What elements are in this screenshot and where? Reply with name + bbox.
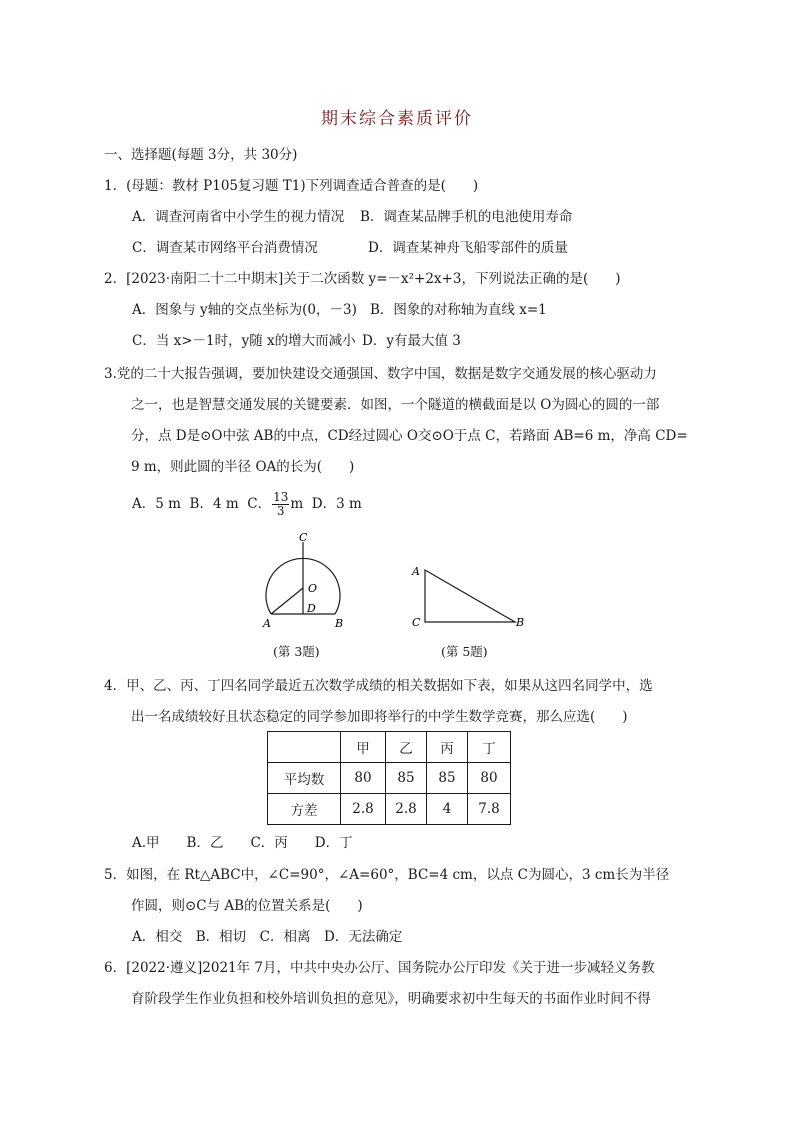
figure-3-label-d: D	[307, 602, 316, 615]
question-6-line-1: 6．[2022·遵义]2021年 7月，中共中央办公厅、国务院办公厅印发《关于进一步减轻义务教	[104, 960, 655, 976]
fraction-denominator: 3	[276, 504, 285, 518]
figure-3-label-a: A	[263, 617, 271, 630]
table-cell: 80	[341, 763, 386, 794]
question-2-option-c: C．当 x>－1时，y随 x的增大而减小	[132, 333, 356, 349]
figure-5-label-c: C	[412, 616, 421, 629]
question-6-line-2: 育阶段学生作业负担和校外培训负担的意见》，明确要求初中生每天的书面作业时间不得	[131, 991, 651, 1007]
table-cell: 80	[468, 763, 511, 794]
figure-5-label-a: A	[412, 565, 420, 578]
question-3-option-a: A．5 m	[132, 496, 181, 512]
table-cell: 平均数	[268, 763, 341, 794]
fraction-numerator: 13	[273, 490, 289, 504]
question-5-line-2: 作圆，则⊙C与 AB的位置关系是( )	[131, 898, 363, 914]
table-cell: 方差	[268, 794, 341, 825]
question-3-option-d: D．3 m	[311, 496, 362, 512]
question-1-option-b: B．调查某品牌手机的电池使用寿命	[360, 209, 573, 225]
table-cell: 2.8	[341, 794, 386, 825]
question-2-option-a: A．图象与 y轴的交点坐标为(0，－3)	[132, 302, 357, 318]
figure-3-diagram	[255, 532, 355, 632]
table-cell: 2.8	[386, 794, 427, 825]
question-4-line-1: 4．甲、乙、丙、丁四名同学最近五次数学成绩的相关数据如下表，如果从这四名同学中，选	[104, 678, 653, 694]
figure-5-caption: (第 5题)	[441, 644, 488, 659]
question-3-line-1: 3.党的二十大报告强调，要加快建设交通强国、数字中国，数据是数字交通发展的核心驱动力	[104, 366, 657, 382]
page-title: 期末综合素质评价	[321, 109, 473, 129]
table-cell: 7.8	[468, 794, 511, 825]
table-cell: 4	[427, 794, 468, 825]
table-header-cell: 丁	[468, 732, 511, 763]
question-3-option-b: B．4 m	[189, 496, 239, 512]
figure-5-label-b: B	[516, 616, 525, 629]
table-cell: 85	[427, 763, 468, 794]
figure-5-triangle	[425, 570, 515, 622]
question-4-options: A.甲 B．乙 C．丙 D．丁	[132, 835, 353, 851]
figure-3-segment-oa	[271, 588, 303, 614]
question-3-line-4: 9 m，则此圆的半径 OA的长为( )	[131, 459, 355, 475]
table-header-cell: 乙	[386, 732, 427, 763]
figure-3-label-o: O	[308, 582, 318, 595]
question-2-stem: 2．[2023·南阳二十二中期末]关于二次函数 y=－x²+2x+3，下列说法正确的是( )	[104, 271, 621, 287]
question-1-stem: 1．(母题：教材 P105复习题 T1)下列调查适合普查的是( )	[104, 178, 479, 194]
table-header-row	[268, 732, 511, 763]
table-header-cell: 甲	[341, 732, 386, 763]
question-1-option-a: A．调查河南省中小学生的视力情况	[132, 209, 345, 225]
table-header-cell	[268, 732, 341, 763]
question-3-option-c-prefix: C．	[247, 496, 272, 512]
question-2-option-d: D．y有最大值 3	[362, 333, 461, 349]
question-4-line-2: 出一名成绩较好且状态稳定的同学参加即将举行的中学生数学竞赛，那么应选( )	[131, 709, 628, 725]
question-3-line-3: 分，点 D是⊙O中弦 AB的中点，CD经过圆心 O交⊙O于点 C，若路面 AB=6 m，净高 CD=	[131, 428, 688, 444]
question-5-line-1: 5．如图，在 Rt△ABC中，∠C=90°，∠A=60°，BC=4 cm，以点 C为圆心，3 cm长为半径	[104, 867, 670, 883]
question-3-option-c-unit: m	[290, 496, 304, 512]
table-row	[268, 763, 511, 794]
question-3-options	[132, 487, 362, 521]
question-5-options: A．相交 B．相切 C．相离 D．无法确定	[132, 929, 403, 945]
table-row	[268, 794, 511, 825]
question-1-option-d: D．调查某神舟飞船零部件的质量	[368, 240, 568, 256]
question-3-option-c-fraction	[272, 491, 289, 518]
section-heading: 一、选择题(每题 3分，共 30分)	[104, 147, 298, 163]
question-1-option-c: C．调查某市网络平台消费情况	[132, 240, 318, 256]
figure-3-caption: (第 3题)	[273, 644, 320, 659]
score-table	[267, 731, 511, 825]
table-cell: 85	[386, 763, 427, 794]
table-header-cell: 丙	[427, 732, 468, 763]
question-3-line-2: 之一，也是智慧交通发展的关键要素．如图，一个隧道的横截面是以 O为圆心的圆的一部	[131, 397, 660, 413]
question-2-option-b: B．图象的对称轴为直线 x=1	[370, 302, 547, 318]
figure-5-diagram	[405, 560, 530, 632]
figure-3-label-b: B	[335, 617, 344, 630]
figure-3-label-c: C	[299, 532, 308, 544]
